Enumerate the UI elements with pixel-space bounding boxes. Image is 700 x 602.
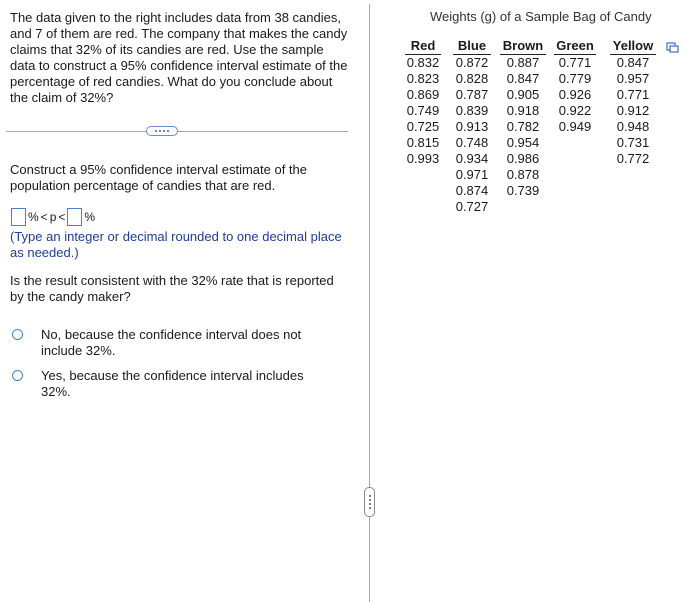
answer-format-hint: (Type an integer or decimal rounded to one decimal place as needed.) <box>10 229 342 260</box>
expand-more-button[interactable] <box>146 126 178 136</box>
table-cell: 0.748 <box>455 135 489 150</box>
ellipsis-icon <box>155 130 157 132</box>
part1-prompt: Construct a 95% confidence interval estimate of the population percentage of candies that are red. <box>10 162 307 193</box>
table-cell: 0.934 <box>455 151 489 166</box>
upper-bound-input[interactable] <box>67 208 82 226</box>
option-yes[interactable] <box>12 368 321 400</box>
table-column-yellow <box>610 37 656 167</box>
table-cell: 0.954 <box>506 135 540 150</box>
table-cell: 0.971 <box>455 167 489 182</box>
less-than-sign: < <box>40 210 48 224</box>
table-column-brown <box>500 37 546 199</box>
table-cell: 0.926 <box>558 87 592 102</box>
question-intro: The data given to the right includes data from 38 candies, and 7 of them are red. The company that makes the candy claims that 32% of its candies are red. Use the sample data to construct a 95% confidence interval estimate of the percentage of red candies. What do you conclude about the claim of 32%? <box>10 10 348 105</box>
table-cell: 0.771 <box>616 87 650 102</box>
table-column-green <box>554 37 596 135</box>
table-cell: 0.874 <box>455 183 489 198</box>
table-cell: 0.949 <box>558 119 592 134</box>
table-cell: 0.823 <box>406 71 440 86</box>
radio-button[interactable] <box>12 329 23 340</box>
table-cell: 0.869 <box>406 87 440 102</box>
table-cell: 0.948 <box>616 119 650 134</box>
table-cell: 0.887 <box>506 55 540 70</box>
percent-sign: % <box>84 210 96 224</box>
variable-p: p <box>49 210 57 224</box>
table-cell: 0.913 <box>455 119 489 134</box>
percent-sign: % <box>28 210 39 224</box>
less-than-sign: < <box>58 210 66 224</box>
column-header: Blue <box>453 37 491 55</box>
table-column-blue <box>453 37 491 215</box>
column-header: Yellow <box>610 37 656 55</box>
table-cell: 0.779 <box>558 71 592 86</box>
table-cell: 0.828 <box>455 71 489 86</box>
drag-handle-icon[interactable] <box>364 487 375 517</box>
table-column-red <box>405 37 441 167</box>
table-cell: 0.782 <box>506 119 540 134</box>
table-cell: 0.787 <box>455 87 489 102</box>
table-cell: 0.878 <box>506 167 540 182</box>
table-cell: 0.922 <box>558 103 592 118</box>
part2-prompt: Is the result consistent with the 32% rate that is reported by the candy maker? <box>10 273 334 304</box>
table-cell: 0.749 <box>406 103 440 118</box>
table-title: Weights (g) of a Sample Bag of Candy <box>430 9 652 24</box>
table-cell: 0.839 <box>455 103 489 118</box>
table-cell: 0.957 <box>616 71 650 86</box>
table-cell: 0.905 <box>506 87 540 102</box>
table-cell: 0.847 <box>506 71 540 86</box>
copy-icon[interactable] <box>666 40 680 54</box>
table-cell: 0.918 <box>506 103 540 118</box>
table-cell: 0.832 <box>406 55 440 70</box>
table-cell: 0.912 <box>616 103 650 118</box>
lower-bound-input[interactable] <box>11 208 26 226</box>
option-label: No, because the confidence interval does not include 32%. <box>41 327 302 358</box>
table-cell: 0.772 <box>616 151 650 166</box>
option-label: Yes, because the confidence interval includes 32%. <box>41 368 304 399</box>
table-cell: 0.739 <box>506 183 540 198</box>
table-cell: 0.872 <box>455 55 489 70</box>
option-no[interactable] <box>12 327 321 359</box>
table-cell: 0.986 <box>506 151 540 166</box>
confidence-interval-answer <box>10 207 96 227</box>
table-cell: 0.771 <box>558 55 592 70</box>
table-cell: 0.993 <box>406 151 440 166</box>
table-cell: 0.727 <box>455 199 489 214</box>
table-cell: 0.815 <box>406 135 440 150</box>
table-cell: 0.725 <box>406 119 440 134</box>
radio-button[interactable] <box>12 370 23 381</box>
column-header: Green <box>554 37 596 55</box>
table-cell: 0.731 <box>616 135 650 150</box>
column-header: Brown <box>500 37 546 55</box>
column-header: Red <box>405 37 441 55</box>
table-cell: 0.847 <box>616 55 650 70</box>
